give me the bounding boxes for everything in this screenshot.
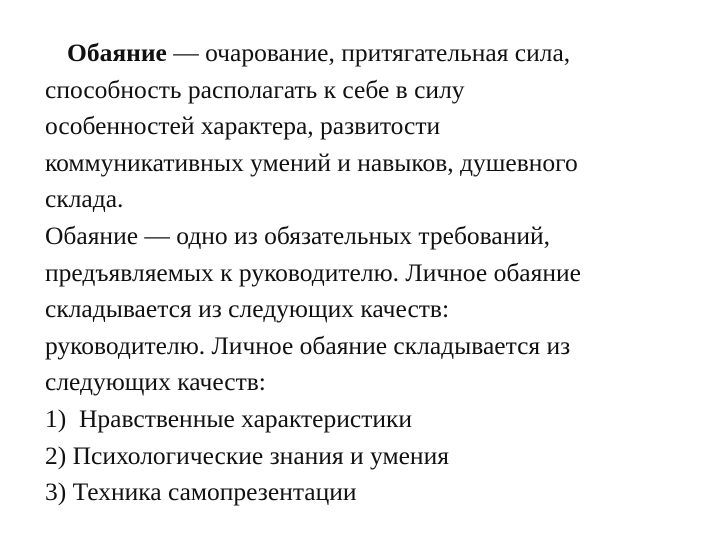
list-item-number: 3)	[45, 477, 67, 507]
paragraph2-line: предъявляемых к руководителю. Личное обаяние	[45, 257, 581, 287]
list-item-text: Психологические знания и умения	[66, 440, 449, 470]
list-item-text: Нравственные характеристики	[66, 403, 413, 433]
list-item-number: 1)	[45, 403, 67, 433]
definition-line: особенностей характера, развитости	[45, 111, 441, 141]
definition-first-line	[45, 35, 695, 72]
definition-line: склада.	[45, 184, 124, 214]
list-item-text: Техника самопрезентации	[66, 477, 357, 507]
definition-line: способность располагать к себе в силу	[45, 74, 465, 104]
slide-text-body	[45, 35, 695, 511]
list-item-number: 2)	[45, 440, 67, 470]
list-item	[45, 474, 695, 511]
paragraph2-line: Обаяние — одно из обязательных требований,	[45, 220, 551, 250]
paragraph2-line: руководителю. Личное обаяние складывается из	[45, 330, 571, 360]
list-item	[45, 438, 695, 475]
paragraph2-line: следующих качеств:	[45, 367, 266, 397]
definition-term: Обаяние	[67, 38, 167, 67]
definition-line: коммуникативных умений и навыков, душевного	[45, 147, 578, 177]
definition-first-line-rest: — очарование, притягательная сила,	[166, 38, 571, 67]
list-item	[45, 401, 695, 438]
paragraph2-line: складывается из следующих качеств:	[45, 294, 450, 324]
